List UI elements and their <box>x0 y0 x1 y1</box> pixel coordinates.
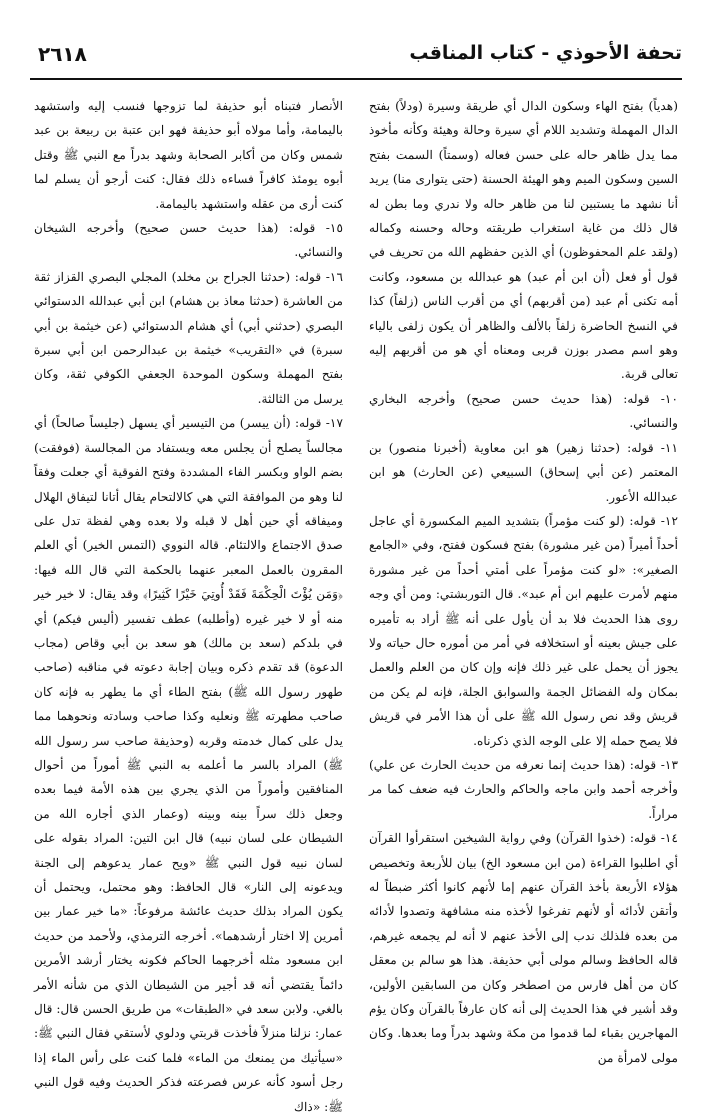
paragraph: ١٥- قوله: (هذا حديث حسن صحيح) وأخرجه الشيخان والنسائي. <box>34 221 343 260</box>
text-columns <box>34 94 678 1114</box>
paragraph: ١٠- قوله: (هذا حديث حسن صحيح) وأخرجه البخاري والنسائي. <box>369 391 678 431</box>
right-column <box>369 94 678 1090</box>
paragraph: ١٤- قوله: (خذوا القرآن) وفي رواية الشيخين استقرأوا القرآن أي اطلبوا القراءة (من ابن مسعود الخ) بيان للأربعة وتخصيص هؤلاء الأربعة بأخذ القرآن عنهم إما لأنهم كانوا أكثر ضبطاً له وأتقن لأدائه أو لأنهم تفرغوا لأخذه منه مشافهة وتصدوا لأدائه من بعده فلذلك ندب إلى الأخذ عنهم لا أنه لم يجمعه غيرهم، قاله الحافظ وسالم مولى أبي حذيفة. هذا هو سالم بن معقل كان من أهل فارس من اصطخر وكان من السابقين الأولين، وقد أشير في هذا الحديث إلى أنه كان عارفاً بالقرآن وكان يؤم المهاجرين بقباء لما قدموا من مكة وشهد بدراً وما بعدها. وكان مولى لامرأة من <box>369 831 678 1065</box>
paragraph: ١٦- قوله: (حدثنا الجراح بن مخلد) المجلي البصري القزاز ثقة من العاشرة (حدثنا معاذ بن هشام) ابن أبي عبدالله الدستوائي البصري (حدثني أبي) أي هشام الدستوائي (عن خيثمة بن أبي سبرة) في «التقريب» خيثمة بن عبدالرحمن ابن أبي سبرة بفتح المهملة وسكون الموحدة الجعفي الكوفي ثقة، وكان يرسل من الثالثة. <box>34 269 343 406</box>
paragraph: ١٢- قوله: (لو كنت مؤمراً) بتشديد الميم المكسورة أي عاجل أحداً أميراً (من غير مشورة) بفتح فسكون ففتح، وفي «الجامع الصغير»: «لو كنت مؤمراً على أمتي أحداً من غير مشورة منهم لأمرت عليهم ابن أم عبد». قال التوربشتي: ومن أي وجه روى هذا الحديث فلا بد أن يأول على أنه ﷺ أراد به تأميره على جيش بعينه أو استخلافه في أمر من أموره حال حياته ولا يجوز أن يحمل على غير ذلك فإنه وإن كان من العلم والعمل بمكان وله الفضائل الجمة والسوابق الجلة، فإنه لم يكن من قريش وقد نص رسول الله ﷺ على أن هذا الأمر في قريش فلا يصح حمله إلا على الوجه الذي ذكرناه. <box>369 513 678 748</box>
page-header <box>30 40 682 88</box>
paragraph: (هدياً) بفتح الهاء وسكون الدال أي طريقة وسيرة (ودلاً) بفتح الدال المهملة وتشديد اللام أي سيرة وحالة وهيئة وكأنه مأخوذ مما يدل ظاهر حاله على حسن فعاله (وسمتاً) السمت بفتح السين وسكون الميم وهو الهيئة الحسنة (حتى يتوارى منا) يريد أنا نشهد ما يستبين لنا من ظاهر حاله ولا ندري وما بطن له قال ذلك من غاية استغراب طريقته وحاله وحسنه وكماله (ولقد علم المحفوظون) أي الذين حفظهم الله من تحريف في قول أو فعل (أن ابن أم عبد) هو عبدالله بن مسعود، وكانت أمه تكنى أم عبد (من أقربهم) أي من أقرب الناس (زلفاً) كذا في النسخ الحاضرة زلفاً بالألف والظاهر أن يكون زلفى بالياء وهو اسم مصدر بوزن قربى ومعناه أي هو من أقربهم إليه تعالى قربة. <box>369 99 678 382</box>
page-number: ٢٦١٨ <box>38 42 87 66</box>
paragraph: ١١- قوله: (حدثنا زهير) هو ابن معاوية (أخبرنا منصور) بن المعتمر (عن أبي إسحاق) السبيعي (عن الحارث) هو ابن عبدالله الأعور. <box>369 440 678 504</box>
left-column <box>34 94 343 1114</box>
header-rule <box>30 78 682 80</box>
paragraph: الأنصار فتبناه أبو حذيفة لما تزوجها فنسب إليه واستشهد باليمامة، وأما مولاه أبو حذيفة فهو ابن عتبة بن ربيعة بن عبد شمس وكان من أكابر الصحابة وشهد بدراً مع النبي ﷺ وقتل أبوه يومئذ كافراً فساءه ذلك فقال: كنت أرجو أن يسلم لما كنت أرى من عقله واستشهد باليمامة. <box>34 99 343 211</box>
paragraph: ١٣- قوله: (هذا حديث إنما نعرفه من حديث الحارث عن علي) وأخرجه أحمد وابن ماجه والحاكم والحارث فيه ضعف كما مر مراراً. <box>369 757 678 821</box>
paragraph: ١٧- قوله: (أن ييسر) من التيسير أي يسهل (جليساً صالحاً) أي مجالساً يصلح أن يجلس معه ويستفاد من المجالسة (فوفقت) بضم الواو وبكسر الفاء المشددة وفتح الفوقية أي جعلت وفقاً لنا وهو من الموافقة التي هي كالالتحام يقال أتانا لتيفاق الهلال وميفاقه أي حين أهل لا قبله ولا بعده وهي لفظة تدل على صدق الاجتماع والالتئام. قاله النووي (التمس الخير) أي العلم المقرون بالعمل المعبر عنهما بالحكمة التي قال الله فيها: ﴿وَمَن يُؤْتَ الْحِكْمَةَ فَقَدْ أُوتِيَ خَيْرًا كَثِيرًا﴾ وقد يقال: لا خير خير منه أو لا خير غيره (وأطلبه) عطف تفسير (أليس فيكم) أي في بلدكم (سعد بن مالك) هو سعد بن أبي وقاص (مجاب الدعوة) قد تقدم ذكره وبيان إجابة دعوته في مناقبه (صاحب طهور رسول الله ﷺ) بفتح الطاء أي ما يطهر به فإنه كان صاحب مطهرته ﷺ ونعليه وكذا صاحب وسادته ونحوهما مما يدل على كمال خدمته وقربه (وحذيفة صاحب سر رسول الله ﷺ) المراد بالسر ما أعلمه به النبي ﷺ أموراً من أحوال المنافقين وأموراً من الذي يجري بين هذه الأمة فيما بعده وجعل ذلك سراً بينه وبينه (وعمار الذي أجاره الله من الشيطان على لسان نبيه) قال ابن التين: المراد بقوله على لسان نبيه قول النبي ﷺ «ويح عمار يدعوهم إلى الجنة ويدعونه إلى النار» قال الحافظ: وهو محتمل، ويحتمل أن يكون المراد بذلك حديث عائشة مرفوعاً: «ما خير عمار بين أمرين إلا اختار أرشدهما». أخرجه الترمذي، ولأحمد من حديث ابن مسعود مثله أخرجهما الحاكم فكونه يختار أرشد الأمرين دائماً يقتضي أنه قد أجير من الشيطان الذي من شأنه الأمر بالغي. ولابن سعد في «الطبقات» من طريق الحسن قال: قال عمار: نزلنا منزلاً فأخذت قربتي ودلوي لأستقي فقال النبي ﷺ: «سيأتيك من يمنعك من الماء» فلما كنت على رأس الماء إذا رجل أسود كأنه عرس فصرعته فذكر الحديث وفيه قول النبي ﷺ: «ذاك <box>34 416 343 1114</box>
running-title: تحفة الأحوذي - كتاب المناقب <box>409 42 682 64</box>
